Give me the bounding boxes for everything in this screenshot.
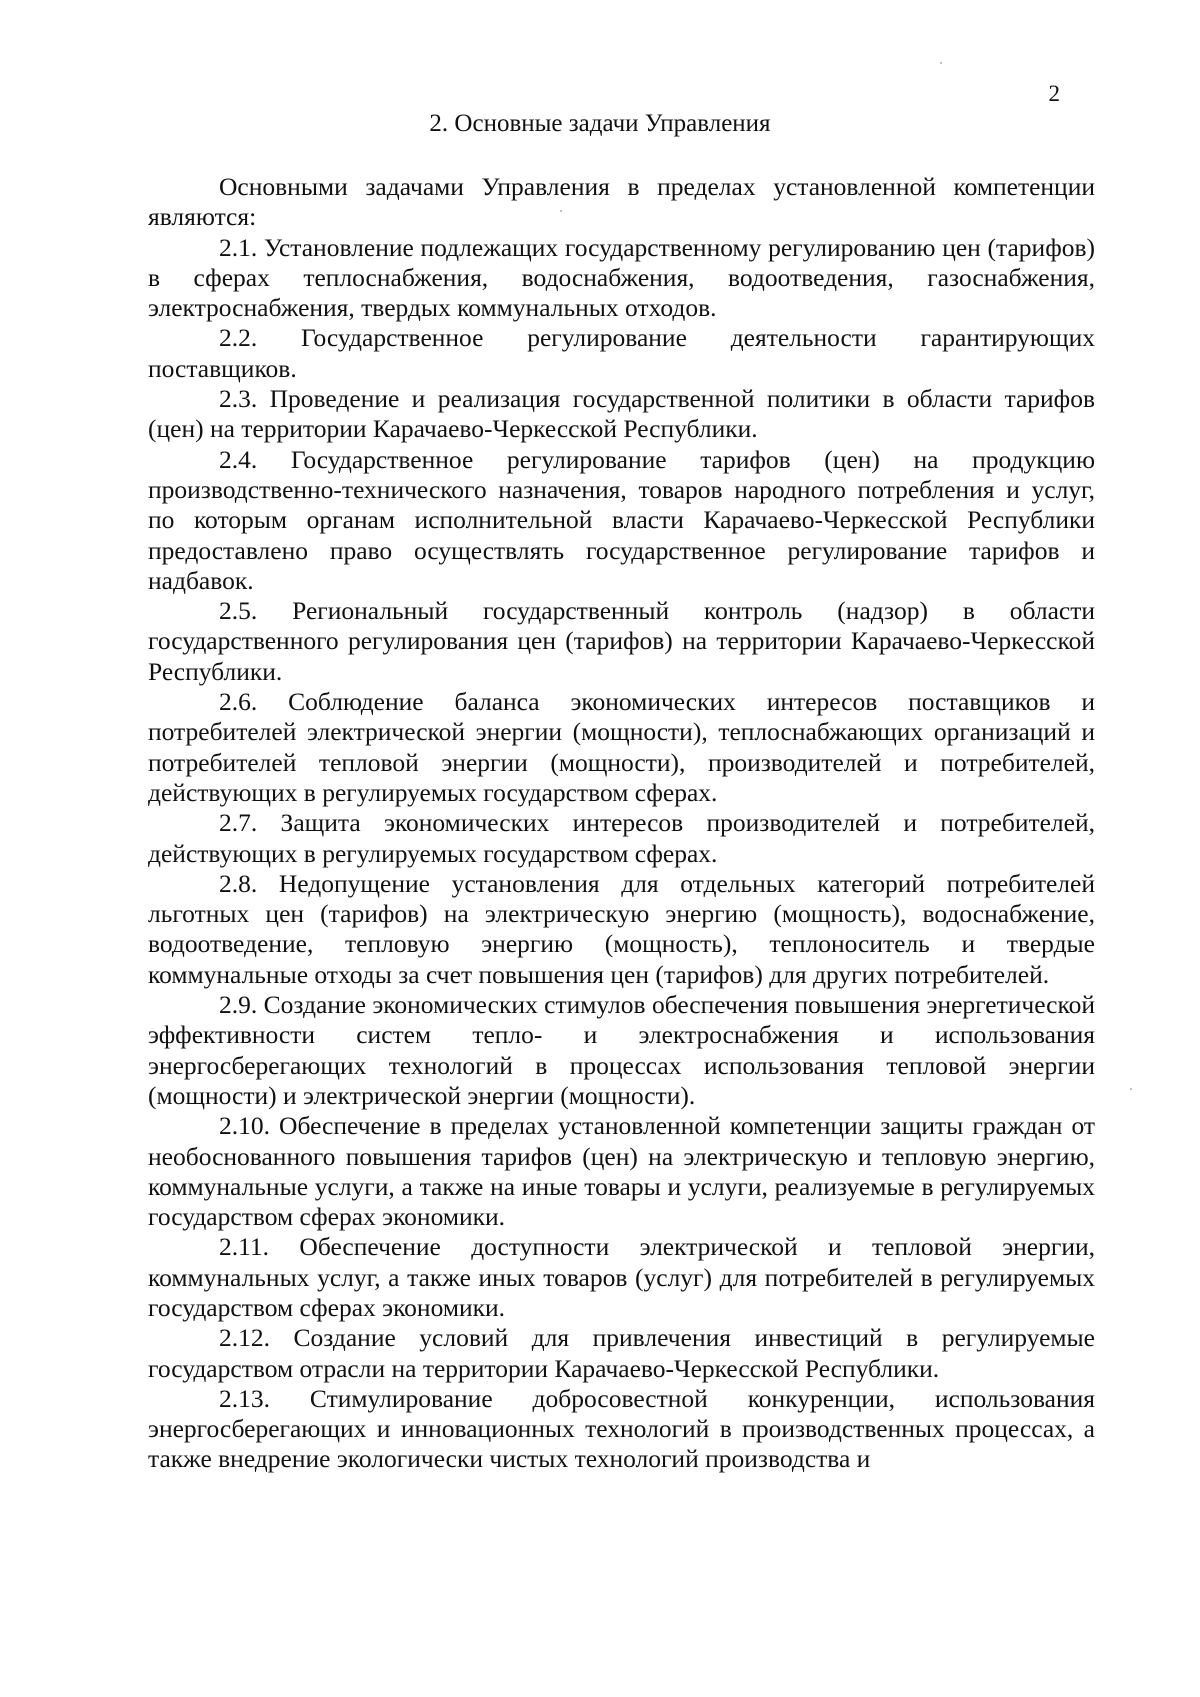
item-2-1: 2.1. Установление подлежащих государственному регулированию цен (тарифов) в сферах теплоснабжения, водоснабжения, водоотведения, газоснабжения, электроснабжения, твердых коммунальных отходов.	[148, 232, 1095, 323]
item-2-13: 2.13. Стимулирование добросовестной конкуренции, использования энергосберегающих и инновационных технологий в производственных процессах, а также внедрение экологически чистых технологий производства и	[148, 1383, 1095, 1474]
item-2-12: 2.12. Создание условий для привлечения инвестиций в регулируемые государством отрасли на территории Карачаево-Черкесской Республики.	[148, 1323, 1095, 1383]
section-body	[148, 172, 1095, 1475]
section-heading: 2. Основные задачи Управления	[429, 110, 771, 137]
scan-speck	[940, 62, 942, 64]
intro-paragraph: Основными задачами Управления в пределах установленной компетенции являются:	[148, 172, 1095, 232]
item-2-5: 2.5. Региональный государственный контроль (надзор) в области государственного регулирования цен (тарифов) на территории Карачаево-Черкесской Республики.	[148, 596, 1095, 686]
item-2-6: 2.6. Соблюдение баланса экономических интересов поставщиков и потребителей электрической энергии (мощности), теплоснабжающих организаций и потребителей тепловой энергии (мощности), производителей и потребителей, действующих в регулируемых государством сферах.	[148, 687, 1095, 807]
item-2-3: 2.3. Проведение и реализация государственной политики в области тарифов (цен) на территории Карачаево-Черкесской Республики.	[148, 384, 1095, 444]
item-2-9: 2.9. Создание экономических стимулов обеспечения повышения энергетической эффективности систем тепло- и электроснабжения и использования энергосберегающих технологий в процессах использования тепловой энергии (мощности) и электрической энергии (мощности).	[148, 990, 1095, 1110]
page-number: 2	[1048, 81, 1060, 106]
item-2-4: 2.4. Государственное регулирование тарифов (цен) на продукцию производственно-технического назначения, товаров народного потребления и услуг, по которым органам исполнительной власти Карачаево-Черкесской Республики предоставлено право осуществлять государственное регулирование тарифов и надбавок.	[148, 444, 1095, 595]
item-2-7: 2.7. Защита экономических интересов производителей и потребителей, действующих в регулируемых государством сферах.	[148, 808, 1095, 868]
item-2-11: 2.11. Обеспечение доступности электрической и тепловой энергии, коммунальных услуг, а также иных товаров (услуг) для потребителей в регулируемых государством сферах экономики.	[148, 1232, 1095, 1322]
scan-speck	[560, 210, 562, 212]
scan-speck	[1130, 1088, 1132, 1090]
item-2-10: 2.10. Обеспечение в пределах установленной компетенции защиты граждан от необоснованного повышения тарифов (цен) на электрическую и тепловую энергию, коммунальные услуги, а также на иные товары и услуги, реализуемые в регулируемых государством сферах экономики.	[148, 1111, 1095, 1232]
item-2-2: 2.2. Государственное регулирование деятельности гарантирующих поставщиков.	[148, 323, 1095, 383]
item-2-8: 2.8. Недопущение установления для отдельных категорий потребителей льготных цен (тарифов) на электрическую энергию (мощность), водоснабжение, водоотведение, тепловую энергию (мощность), теплоноситель и твердые коммунальные отходы за счет повышения цен (тарифов) для других потребителей.	[148, 868, 1095, 989]
